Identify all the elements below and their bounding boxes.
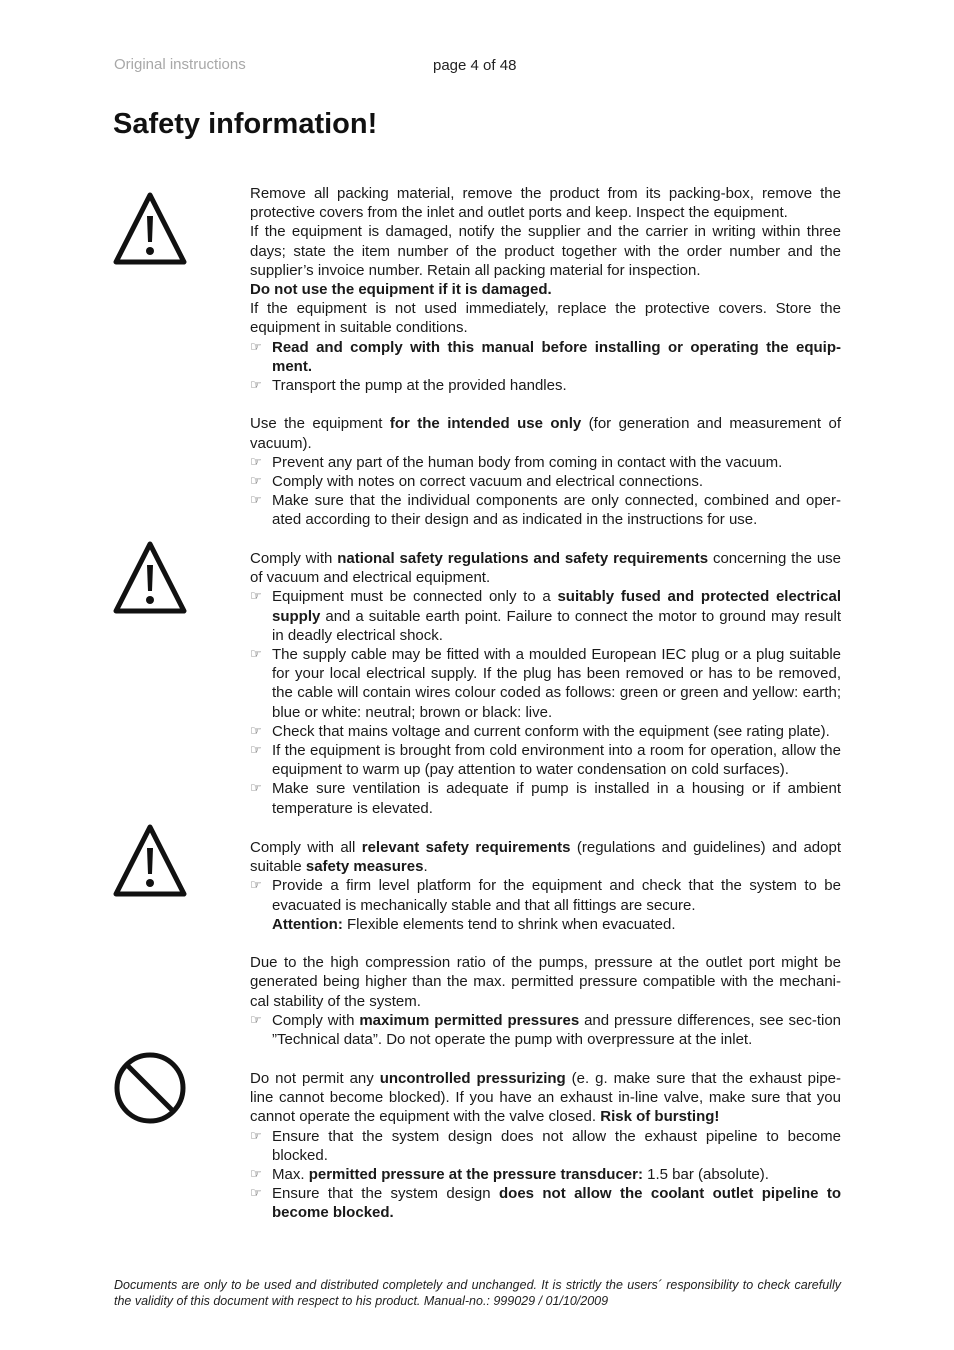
prohibition-icon [112, 1050, 188, 1126]
list-item: ☞ Equipment must be connected only to a suitably fused and protected electrical supply and a suitable earth point. Failure to connect the motor to ground may result in deadly electrical shock. [250, 587, 841, 645]
section-electrical [250, 549, 841, 818]
list-item: ☞ Provide a firm level platform for the equipment and check that the system to be evacuated is mechanically stable and that all fittings are secure. Attention: Flexible elements tend to shrink when evacuated. [250, 876, 841, 934]
warning-triangle-icon [112, 539, 188, 615]
section-packing [250, 184, 841, 530]
list-item: ☞ If the equipment is brought from cold environment into a room for operation, allow the equipment to warm up (pay attention to water condensation on cold surfaces). [250, 741, 841, 779]
warning-text: Do not use the equipment if it is damaged. [250, 281, 552, 299]
warning-triangle-icon [112, 190, 188, 266]
paragraph: Comply with national safety regulations and safety requirements concerning the use of vacuum and electrical equipment. [250, 550, 842, 587]
list-item: ☞ Prevent any part of the human body from coming in contact with the vacuum. [250, 453, 841, 472]
section-safety-measures [250, 838, 841, 1049]
list-item: ☞ Make sure that the individual components are only connected, combined and oper-ated according to their design and as indicated in the instructions for use. [250, 491, 841, 529]
paragraph: If the equipment is damaged, notify the supplier and the carrier in writing within three days; state the item number of the product together with the order number and the supplier’s invoice number. Retain all packing material for inspection. [250, 223, 841, 279]
list-item: ☞ Comply with maximum permitted pressures and pressure differences, see sec-tion ”Technical data”. Do not operate the pump with overpressure at the inlet. [250, 1011, 841, 1049]
header-left: Original instructions [114, 56, 246, 73]
list-item: ☞ Ensure that the system design does not allow the coolant outlet pipeline to become blocked. [250, 1184, 841, 1222]
paragraph: Due to the high compression ratio of the pumps, pressure at the outlet port might be generated being higher than the max. permitted pressure compatible with the mechani-cal stability of the system. [250, 954, 841, 1010]
section-pressurizing [250, 1069, 841, 1223]
page-number: page 4 of 48 [433, 57, 517, 74]
list-item: ☞ Read and comply with this manual before installing or operating the equip-ment. [250, 338, 841, 376]
list-item: ☞ Max. permitted pressure at the pressure transducer: 1.5 bar (absolute). [250, 1165, 841, 1184]
page-title: Safety information! [113, 108, 378, 140]
footer-disclaimer: Documents are only to be used and distributed completely and unchanged. It is strictly the users´ responsibility to check carefully the validity of this document with respect to his product. Manual-no.: 999029 / 01/10/2009 [114, 1278, 841, 1308]
list-item: ☞ Transport the pump at the provided handles. [250, 376, 841, 395]
paragraph: Remove all packing material, remove the product from its packing-box, remove the protective covers from the inlet and outlet ports and keep. Inspect the equipment. [250, 185, 841, 222]
paragraph: Use the equipment for the intended use only (for generation and measurement of vacuum). [250, 415, 841, 452]
list-item: ☞ The supply cable may be fitted with a moulded European IEC plug or a plug suitable for your local electrical supply. If the plug has been removed or has to be removed, the cable will contain wires colour coded as follows: green or green and yellow: earth; blue or white: neutral; brown or black: live. [250, 645, 841, 722]
paragraph: If the equipment is not used immediately, replace the protective covers. Store the equipment in suitable conditions. [250, 300, 841, 337]
paragraph: Comply with all relevant safety requirements (regulations and guidelines) and adopt suitable safety measures. [250, 839, 841, 876]
warning-triangle-icon [112, 822, 188, 898]
list-item: ☞ Comply with notes on correct vacuum and electrical connections. [250, 472, 841, 491]
list-item: ☞ Ensure that the system design does not allow the exhaust pipeline to become blocked. [250, 1127, 841, 1165]
list-item: ☞ Make sure ventilation is adequate if pump is installed in a housing or if ambient temperature is elevated. [250, 779, 841, 817]
list-item: ☞ Check that mains voltage and current conform with the equipment (see rating plate). [250, 722, 841, 741]
paragraph: Do not permit any uncontrolled pressurizing (e. g. make sure that the exhaust pipe-line cannot become blocked). If you have an exhaust in-line valve, make sure that you cannot operate the equipment with the valve closed. Risk of bursting! [250, 1070, 841, 1126]
